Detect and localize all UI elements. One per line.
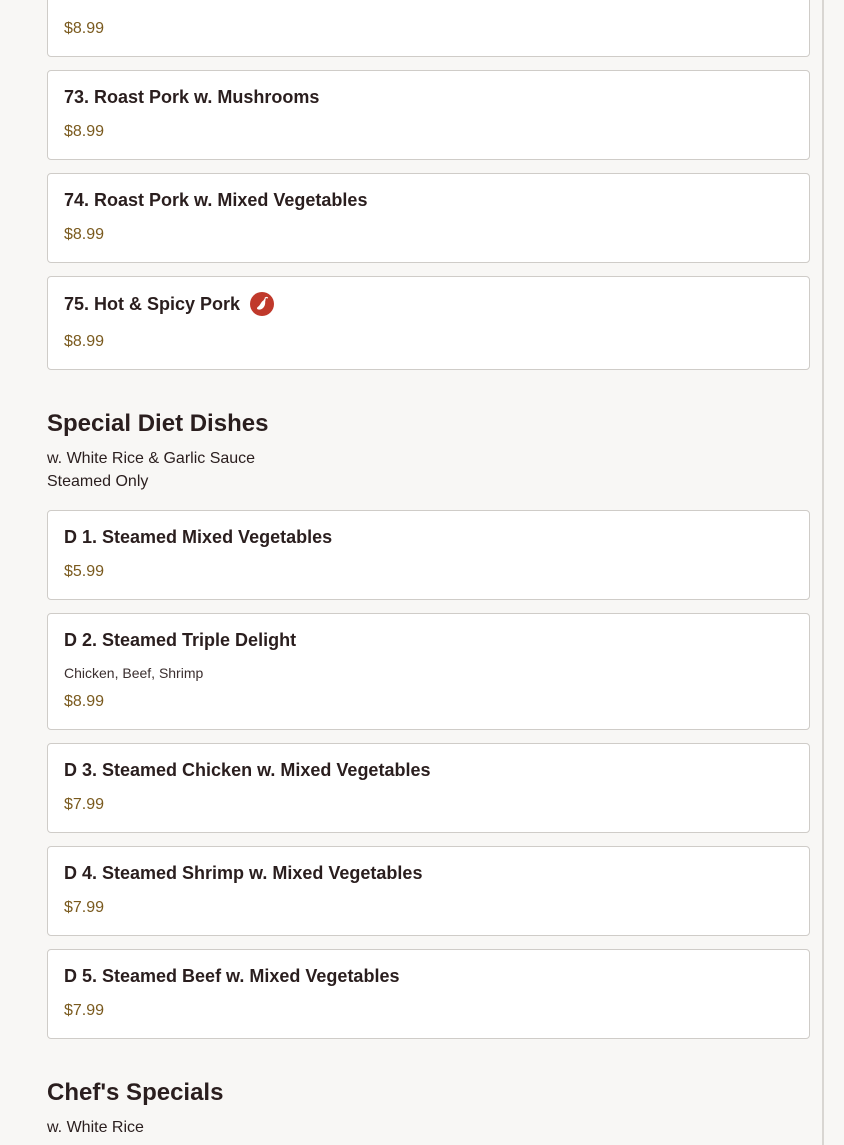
section-subtitle: w. White Rice & Garlic Sauce xyxy=(47,450,256,467)
menu-item-price: $7.99 xyxy=(64,796,105,813)
menu-item-card[interactable] xyxy=(47,743,810,833)
menu-item-card[interactable] xyxy=(47,173,810,263)
menu-item-card[interactable] xyxy=(47,846,810,936)
menu-item-card[interactable] xyxy=(47,276,810,370)
section-title: Special Diet Dishes xyxy=(47,410,269,437)
menu-item-price: $8.99 xyxy=(64,333,105,350)
menu-item-price: $8.99 xyxy=(64,693,105,710)
menu-item-price: $5.99 xyxy=(64,563,105,580)
menu-item-card[interactable] xyxy=(47,0,810,57)
menu-item-name: D 1. Steamed Mixed Vegetables xyxy=(64,527,333,547)
menu-item-price: $8.99 xyxy=(64,20,105,37)
menu-item-name-row xyxy=(64,292,274,316)
menu-item-description: Chicken, Beef, Shrimp xyxy=(64,665,204,681)
menu-item-name: D 2. Steamed Triple Delight xyxy=(64,630,297,650)
menu-item-card[interactable] xyxy=(47,613,810,730)
menu-item-name: D 4. Steamed Shrimp w. Mixed Vegetables xyxy=(64,863,423,883)
menu-item-card[interactable] xyxy=(47,70,810,160)
menu-item-price: $8.99 xyxy=(64,226,105,243)
chili-pepper-icon xyxy=(250,292,274,316)
menu-item-card[interactable] xyxy=(47,510,810,600)
menu-item-price: $7.99 xyxy=(64,899,105,916)
section-subtitle: w. White Rice xyxy=(47,1119,144,1136)
right-divider xyxy=(822,0,824,1145)
menu-item-name: 73. Roast Pork w. Mushrooms xyxy=(64,87,320,107)
menu-item-name: 74. Roast Pork w. Mixed Vegetables xyxy=(64,190,368,210)
section-subtitle: Steamed Only xyxy=(47,473,149,490)
menu-item-name: D 3. Steamed Chicken w. Mixed Vegetables xyxy=(64,760,431,780)
menu-item-price: $8.99 xyxy=(64,123,105,140)
section-title: Chef's Specials xyxy=(47,1079,224,1106)
menu-item-card[interactable] xyxy=(47,949,810,1039)
menu-item-name: 75. Hot & Spicy Pork xyxy=(64,293,241,314)
menu-item-name: D 5. Steamed Beef w. Mixed Vegetables xyxy=(64,966,400,986)
menu-item-price: $7.99 xyxy=(64,1002,105,1019)
